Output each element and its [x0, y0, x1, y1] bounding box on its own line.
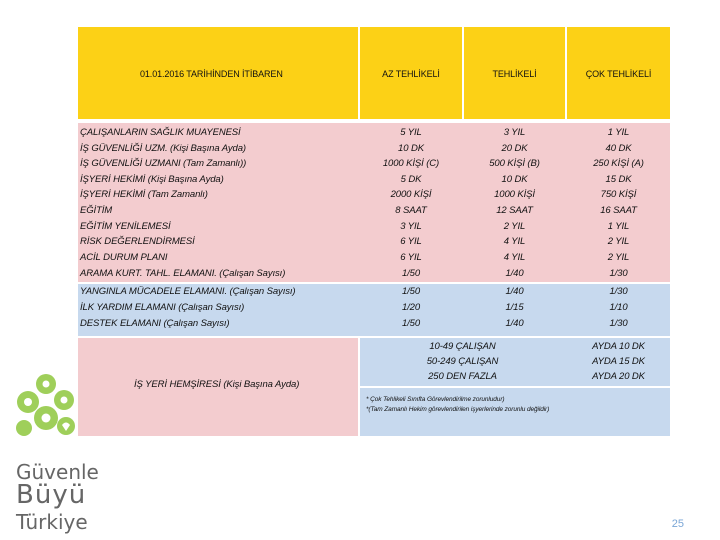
row-label: EĞİTİM: [80, 205, 113, 216]
row-label: EĞİTİM YENİLEMESİ: [80, 221, 171, 232]
cell-tehlikeli: 12 SAAT: [496, 205, 533, 216]
cell-cok-tehlikeli: 15 DK: [605, 174, 632, 185]
cell-az-tehlikeli: 5 DK: [400, 174, 422, 185]
nurse-tier-value: AYDA 10 DK: [592, 341, 645, 352]
row-label: İŞ GÜVENLİĞİ UZMANI (Tam Zamanlı)): [80, 158, 247, 169]
cell-az-tehlikeli: 8 SAAT: [395, 205, 427, 216]
nurse-note: *(Tam Zamanlı Hekim görevlendirilen işyerlerinde zorunlu değildir): [366, 406, 550, 413]
cell-cok-tehlikeli: 750 KİŞİ: [600, 189, 637, 200]
cell-cok-tehlikeli: 1/30: [609, 286, 628, 297]
cell-tehlikeli: 500 KİŞİ (B): [489, 158, 540, 169]
nurse-tier-value: AYDA 20 DK: [592, 371, 645, 382]
cell-az-tehlikeli: 1/20: [401, 302, 421, 313]
cell-az-tehlikeli: 2000 KİŞİ: [390, 189, 432, 200]
table-title: 01.01.2016 TARİHİNDEN İTİBAREN: [140, 69, 283, 79]
row-label: ACİL DURUM PLANI: [80, 252, 168, 263]
row-label: ÇALIŞANLARIN SAĞLIK MUAYENESİ: [80, 127, 241, 138]
cell-tehlikeli: 4 YIL: [503, 252, 526, 263]
nurse-tier-range: 250 DEN FAZLA: [428, 371, 497, 382]
row-divider-header: [78, 119, 670, 123]
cell-az-tehlikeli: 3 YIL: [400, 221, 422, 232]
cell-az-tehlikeli: 5 YIL: [400, 127, 422, 138]
cell-cok-tehlikeli: 1/30: [609, 318, 628, 329]
cell-az-tehlikeli: 1/50: [401, 286, 421, 297]
cell-tehlikeli: 1/40: [505, 318, 524, 329]
row-label: İŞYERİ HEKİMİ (Kişi Başına Ayda): [80, 174, 224, 185]
cell-az-tehlikeli: 1000 KİŞİ (C): [382, 158, 440, 169]
guvenle-buyu-logo-icon: [10, 370, 80, 450]
row-divider-nurse: [78, 336, 670, 338]
cell-tehlikeli: 1/15: [505, 302, 524, 313]
col-header-tehlikeli: TEHLİKELİ: [492, 69, 537, 79]
row-label: İŞ GÜVENLİĞİ UZM. (Kişi Başına Ayda): [80, 143, 246, 154]
cell-az-tehlikeli: 1/50: [401, 268, 421, 279]
row-label: İLK YARDIM ELAMANI (Çalışan Sayısı): [80, 302, 245, 313]
cell-cok-tehlikeli: 2 YIL: [607, 236, 630, 247]
nurse-tier-range: 50-249 ÇALIŞAN: [426, 356, 499, 367]
nurse-label: İŞ YERİ HEMŞİRESİ (Kişi Başına Ayda): [134, 379, 300, 390]
cell-tehlikeli: 2 YIL: [503, 221, 526, 232]
cell-tehlikeli: 3 YIL: [503, 127, 526, 138]
cell-cok-tehlikeli: 40 DK: [605, 143, 632, 154]
cell-cok-tehlikeli: 2 YIL: [607, 252, 630, 263]
cell-tehlikeli: 10 DK: [501, 174, 528, 185]
cell-tehlikeli: 20 DK: [501, 143, 528, 154]
nurse-notes-divider: [360, 386, 670, 388]
cell-az-tehlikeli: 6 YIL: [400, 252, 422, 263]
logo-line-turkiye: Türkiye: [16, 510, 88, 534]
cell-cok-tehlikeli: 16 SAAT: [600, 205, 637, 216]
row-divider-blue: [78, 282, 670, 284]
logo-line-guvenle: Güvenle: [16, 460, 99, 484]
row-label: İŞYERİ HEKİMİ (Tam Zamanlı): [80, 189, 208, 200]
cell-az-tehlikeli: 1/50: [401, 318, 421, 329]
cell-az-tehlikeli: 10 DK: [398, 143, 424, 154]
cell-tehlikeli: 1/40: [505, 286, 524, 297]
cell-tehlikeli: 4 YIL: [503, 236, 526, 247]
row-label: YANGINLA MÜCADELE ELAMANI. (Çalışan Sayısı): [80, 286, 296, 297]
col-header-az-tehlikeli: AZ TEHLİKELİ: [382, 69, 440, 79]
cell-tehlikeli: 1000 KİŞİ: [494, 189, 535, 200]
col-header-cok-tehlikeli: ÇOK TEHLİKELİ: [585, 69, 652, 79]
nurse-tier-range: 10-49 ÇALIŞAN: [429, 341, 496, 352]
cell-tehlikeli: 1/40: [505, 268, 524, 279]
row-label: ARAMA KURT. TAHL. ELAMANI. (Çalışan Sayısı): [80, 268, 286, 279]
cell-cok-tehlikeli: 1/10: [609, 302, 628, 313]
cell-cok-tehlikeli: 250 KİŞİ (A): [593, 158, 644, 169]
cell-cok-tehlikeli: 1/30: [609, 268, 628, 279]
row-label: DESTEK ELAMANI (Çalışan Sayısı): [80, 318, 230, 329]
nurse-note: * Çok Tehlikeli Sınıfta Görevlendirilme zorunludur): [366, 396, 505, 403]
cell-az-tehlikeli: 6 YIL: [400, 236, 422, 247]
slide-number: 25: [671, 518, 684, 530]
row-label: RİSK DEĞERLENDİRMESİ: [80, 236, 195, 247]
cell-cok-tehlikeli: 1 YIL: [607, 127, 630, 138]
logo-line-buyu: Büyü: [16, 480, 87, 510]
nurse-tier-value: AYDA 15 DK: [592, 356, 645, 367]
cell-cok-tehlikeli: 1 YIL: [607, 221, 630, 232]
